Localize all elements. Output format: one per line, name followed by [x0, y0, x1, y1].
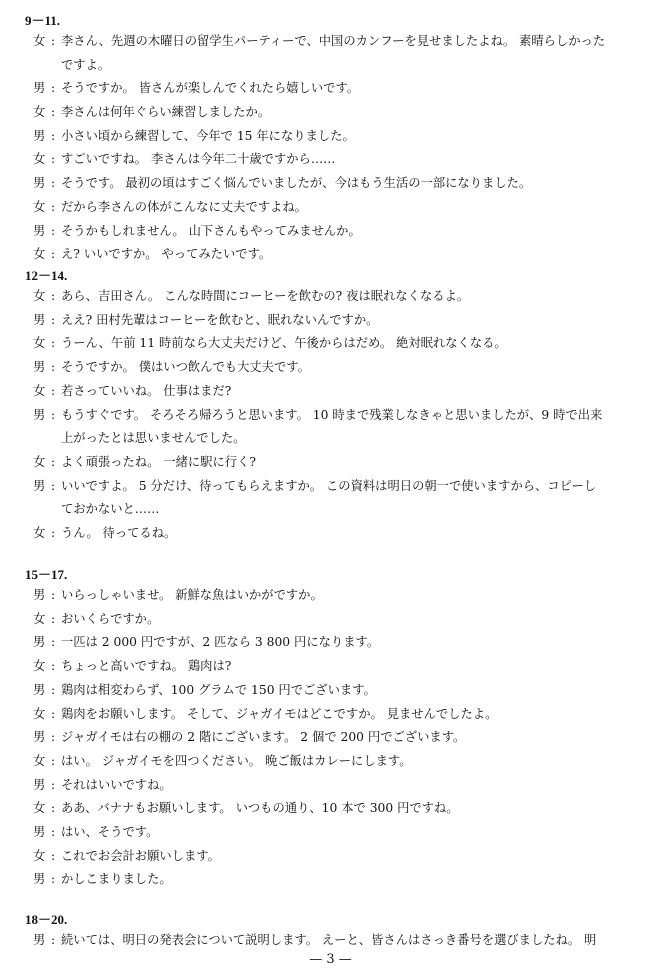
speaker-colon: :: [51, 478, 56, 493]
dialogue-text: ジャガイモは右の棚の 2 階にございます。 2 個で 200 円でございます。: [61, 730, 466, 745]
speaker-label: 女: [33, 848, 46, 863]
dialogue-line: [33, 383, 651, 399]
dialogue-line: [33, 729, 651, 745]
speaker-label: 女: [33, 199, 46, 214]
dialogue-text: よく頑張ったね。 一緒に駅に行く?: [61, 454, 256, 469]
dialogue-text: 李さんは何年ぐらい練習しましたか。: [61, 105, 271, 119]
dialogue-text: ああ、バナナもお願いします。 いつもの通り、10 本で 300 円ですね。: [61, 801, 459, 816]
speaker-colon: :: [51, 825, 56, 839]
speaker-colon: :: [51, 199, 56, 214]
dialogue-text: 続いては、明日の発表会について説明します。 えーと、皆さんはさっき番号を選びましたね。 明: [61, 933, 597, 947]
speaker-label: 男: [33, 360, 46, 375]
dialogue-line: [33, 478, 651, 494]
dialogue-line: [33, 128, 651, 144]
dialogue-text: いいですよ。 5 分だけ、待ってもらえますか。 この資料は明日の朝一で使いますから、コピーし: [61, 478, 597, 493]
speaker-colon: :: [51, 872, 56, 887]
speaker-colon: :: [51, 588, 56, 602]
dialogue-line: [33, 800, 651, 816]
dialogue-continuation: ですよ。: [61, 57, 111, 72]
dialogue-text: うん。 待ってるね。: [61, 525, 177, 540]
speaker-colon: :: [51, 105, 56, 119]
speaker-label: 女: [33, 247, 46, 262]
dialogue-text: 若さっていいね。 仕事はまだ?: [61, 383, 232, 398]
dialogue-line: [33, 824, 651, 840]
dialogue-text: 李さん、先週の木曜日の留学生パーティーで、中国のカンフーを見せましたよね。 素晴らしかった: [61, 34, 606, 48]
dialogue-text: そうですか。 僕はいつ飲んでも大丈夫です。: [61, 360, 310, 375]
speaker-label: 女: [33, 706, 46, 721]
dialogue-text: ええ? 田村先輩はコーヒーを飲むと、眠れないんですか。: [61, 312, 379, 327]
dialogue-text: そうですか。 皆さんが楽しんでくれたら嬉しいです。: [61, 81, 360, 96]
dialogue-text: 一匹は 2 000 円ですが、2 匹なら 3 800 円になります。: [61, 635, 380, 650]
speaker-label: 男: [33, 588, 46, 602]
speaker-colon: :: [51, 152, 56, 167]
dialogue-line: [33, 777, 651, 793]
speaker-label: 男: [33, 478, 46, 493]
dialogue-line: [33, 151, 651, 167]
dialogue-text: あら、吉田さん。 こんな時間にコーヒーを飲むの? 夜は眠れなくなるよ。: [61, 289, 470, 303]
speaker-label: 女: [33, 34, 46, 48]
dialogue-line: [33, 682, 651, 698]
dialogue-line: [33, 312, 651, 328]
dialogue-text: すごいですね。 李さんは今年二十歳ですから……: [61, 152, 336, 167]
dialogue-line: [33, 335, 651, 351]
dialogue-text: はい。 ジャガイモを四つください。 晩ご飯はカレーにします。: [61, 753, 412, 768]
speaker-colon: :: [51, 407, 56, 422]
dialogue-line: [33, 175, 651, 191]
speaker-colon: :: [51, 383, 56, 398]
speaker-label: 女: [33, 336, 46, 351]
dialogue-text: 鶏肉をお願いします。 そして、ジャガイモはどこですか。 見ませんでしたよ。: [61, 706, 498, 721]
dialogue-line: [33, 871, 651, 887]
speaker-label: 男: [33, 825, 46, 839]
dialogue-line: [33, 525, 651, 541]
dialogue-line: [33, 80, 651, 96]
speaker-colon: :: [51, 706, 56, 721]
dialogue-line: [33, 223, 651, 239]
dialogue-text: 小さい頃から練習して、今年で 15 年になりました。: [61, 128, 355, 143]
speaker-colon: :: [51, 176, 56, 191]
speaker-label: 女: [33, 753, 46, 768]
dialogue-line: [33, 706, 651, 722]
speaker-label: 男: [33, 407, 46, 422]
dialogue-text: え? いいですか。 やってみたいです。: [61, 247, 272, 262]
dialogue-text: かしこまりました。: [61, 872, 172, 887]
dialogue-line: [33, 611, 651, 627]
page-number: — 3 —: [309, 952, 352, 967]
speaker-colon: :: [51, 247, 56, 262]
dialogue-line: [33, 246, 651, 262]
speaker-label: 男: [33, 682, 46, 697]
dialogue-text: おいくらですか。: [61, 611, 160, 626]
dialogue-continuation: ておかないと……: [61, 502, 160, 517]
speaker-colon: :: [51, 848, 56, 863]
dialogue-text: うーん、午前 11 時前なら大丈夫だけど、午後からはだめ。 絶対眠れなくなる。: [61, 336, 507, 351]
speaker-label: 男: [33, 635, 46, 650]
dialogue-line: [33, 288, 651, 304]
speaker-label: 男: [33, 730, 46, 745]
speaker-label: 男: [33, 223, 46, 238]
dialogue-line: [33, 33, 651, 49]
dialogue-line: [33, 753, 651, 769]
speaker-colon: :: [51, 312, 56, 327]
dialogue-line: [33, 932, 651, 948]
dialogue-line: [33, 407, 651, 423]
dialogue-line: [33, 848, 651, 864]
speaker-label: 男: [33, 777, 46, 792]
dialogue-text: そうです。 最初の頃はすごく悩んでいましたが、今はもう生活の一部になりました。: [61, 176, 532, 191]
speaker-label: 女: [33, 289, 46, 303]
speaker-colon: :: [51, 682, 56, 697]
dialogue-text: それはいいですね。: [61, 777, 172, 792]
dialogue-line: [33, 104, 651, 120]
speaker-label: 男: [33, 933, 46, 947]
dialogue-line: [33, 587, 651, 603]
dialogue-text: はい、そうです。: [61, 825, 159, 839]
dialogue-text: そうかもしれません。 山下さんもやってみませんか。: [61, 223, 361, 238]
speaker-label: 女: [33, 383, 46, 398]
speaker-label: 女: [33, 454, 46, 469]
speaker-colon: :: [51, 801, 56, 816]
speaker-colon: :: [51, 611, 56, 626]
speaker-colon: :: [51, 223, 56, 238]
speaker-label: 男: [33, 176, 46, 191]
dialogue-text: これでお会計お願いします。: [61, 848, 220, 863]
speaker-colon: :: [51, 34, 56, 48]
speaker-colon: :: [51, 525, 56, 540]
speaker-label: 男: [33, 128, 46, 143]
speaker-label: 男: [33, 81, 46, 96]
speaker-colon: :: [51, 289, 56, 303]
speaker-colon: :: [51, 81, 56, 96]
speaker-label: 女: [33, 152, 46, 167]
dialogue-text: 鶏肉は相変わらず、100 グラムで 150 円でございます。: [61, 682, 376, 697]
dialogue-line: [33, 454, 651, 470]
speaker-label: 女: [33, 525, 46, 540]
dialogue-text: もうすぐです。 そろそろ帰ろうと思います。 10 時まで残業しなきゃと思いましたが、9 時で出来: [61, 407, 603, 422]
section-label: 9－11.: [25, 13, 61, 28]
speaker-colon: :: [51, 360, 56, 375]
speaker-label: 女: [33, 801, 46, 816]
speaker-label: 男: [33, 872, 46, 887]
speaker-colon: :: [51, 128, 56, 143]
dialogue-line: [33, 658, 651, 674]
dialogue-text: いらっしゃいませ。 新鮮な魚はいかがですか。: [61, 588, 323, 602]
section-label: 15－17.: [25, 567, 68, 582]
section-label: 18－20.: [25, 912, 68, 927]
dialogue-line: [33, 634, 651, 650]
speaker-label: 男: [33, 312, 46, 327]
section-label: 12－14.: [25, 268, 68, 283]
speaker-colon: :: [51, 753, 56, 768]
speaker-label: 女: [33, 611, 46, 626]
speaker-colon: :: [51, 933, 56, 947]
speaker-label: 女: [33, 105, 46, 119]
speaker-colon: :: [51, 336, 56, 351]
speaker-colon: :: [51, 454, 56, 469]
dialogue-text: だから李さんの体がこんなに丈夫ですよね。: [61, 199, 307, 214]
speaker-colon: :: [51, 777, 56, 792]
dialogue-line: [33, 199, 651, 215]
dialogue-continuation: 上がったとは思いませんでした。: [61, 431, 246, 446]
speaker-colon: :: [51, 635, 56, 650]
speaker-label: 女: [33, 659, 46, 674]
dialogue-line: [33, 359, 651, 375]
dialogue-text: ちょっと高いですね。 鶏肉は?: [61, 659, 232, 674]
speaker-colon: :: [51, 659, 56, 674]
speaker-colon: :: [51, 730, 56, 745]
